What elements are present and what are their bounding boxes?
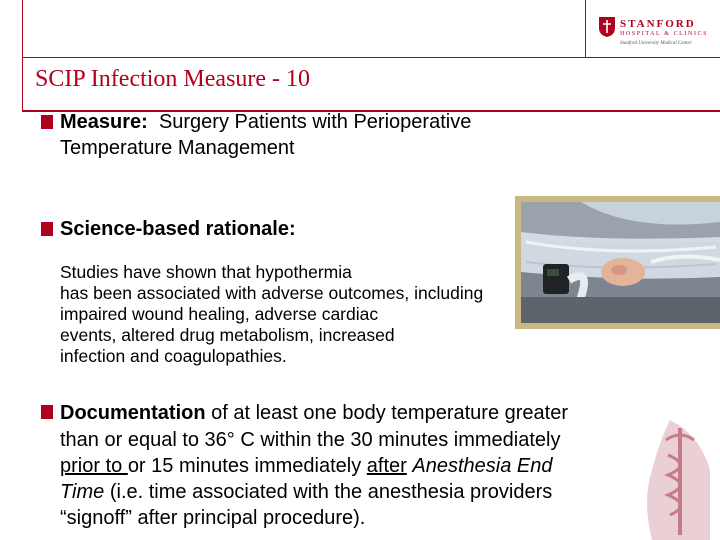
documentation-text: or 15 minutes immediately (127, 455, 367, 477)
photo-image (521, 202, 720, 323)
rationale-line: Studies have shown that hypothermia (60, 262, 352, 282)
documentation-label: Documentation (60, 402, 206, 424)
header-top-rule (22, 57, 720, 58)
header-divider (585, 0, 586, 58)
shield-icon (598, 16, 616, 38)
stanford-logo (598, 14, 716, 54)
documentation-line-3 (60, 454, 553, 479)
after-text: after (366, 455, 407, 477)
prior-to-text: prior to (60, 455, 128, 477)
caduceus-icon (640, 410, 720, 540)
header-left-rule (22, 0, 23, 112)
rationale-line: impaired wound healing, adverse cardiac (60, 304, 379, 324)
measure-line-2: Temperature Management (60, 137, 295, 159)
bullet-marker (41, 405, 53, 419)
logo-subtitle: HOSPITAL & CLINICS (620, 31, 709, 37)
measure-line-1 (60, 110, 471, 135)
documentation-line-1 (60, 401, 568, 426)
measure-text: Surgery Patients with Perioperative (158, 111, 472, 133)
documentation-text: of at least one body temperature greater (211, 402, 569, 424)
warming-blanket-photo (515, 196, 720, 329)
rationale-line: has been associated with adverse outcomes, including (60, 283, 484, 303)
page-title: SCIP Infection Measure - 10 (35, 66, 311, 92)
rationale-line: infection and coagulopathies. (60, 346, 287, 366)
documentation-text: (i.e. time associated with the anesthesia providers (104, 481, 553, 503)
rationale-line: events, altered drug metabolism, increased (60, 325, 395, 345)
rationale-label (60, 217, 296, 242)
time-text: Time (60, 481, 105, 503)
patient-warming-icon (521, 202, 720, 323)
logo-name: STANFORD (620, 18, 696, 30)
anesthesia-end-text: Anesthesia End (412, 455, 553, 477)
bullet-marker (41, 115, 53, 129)
measure-label: Measure: (60, 111, 148, 133)
documentation-line-4 (60, 480, 552, 505)
bullet-marker (41, 222, 53, 236)
documentation-line-2: than or equal to 36° C within the 30 minutes immediately (60, 429, 561, 451)
rationale-label-text: Science-based rationale: (60, 218, 296, 240)
documentation-line-5: “signoff” after principal procedure). (60, 507, 366, 529)
logo-tagline: Stanford University Medical Center (620, 41, 692, 46)
